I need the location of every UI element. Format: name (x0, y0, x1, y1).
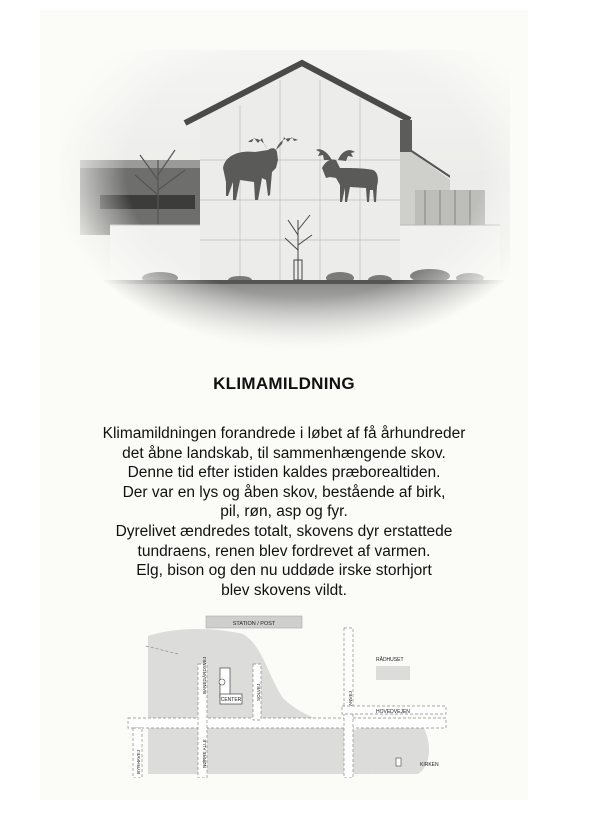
paragraph-line: Denne tid efter istiden kaldes præborealtiden. (127, 464, 441, 482)
station-label: STATION / POST (232, 621, 276, 627)
paragraph-line: blev skovens vildt. (221, 581, 347, 599)
anvej-label: ANVEJ (348, 691, 353, 706)
raadhuset-label: RÅDHUSET (376, 657, 404, 663)
banegaardsvej-label: BANEGÅRDSVEJ (202, 656, 207, 694)
paragraph-line: Elg, bison og den nu uddøde irske storhjort (136, 562, 432, 580)
kirken-label: KIRKEN (420, 762, 439, 768)
paragraph-line: tundraens, renen blev fordrevet af varmen. (137, 542, 431, 560)
paragraph-line: Dyrelivet ændredes totalt, skovens dyr erstattede (115, 522, 453, 540)
church-marker (396, 758, 401, 766)
paragraph-line: Der var en lys og åben skov, bestående af birk, (122, 483, 446, 501)
center-label: CENTER (220, 697, 242, 703)
building-photo (40, 10, 528, 355)
street-map (118, 606, 448, 778)
byrhavej-label: BYRHAVEJ (136, 750, 141, 774)
paragraph-line: pil, røn, asp og fyr. (220, 503, 348, 521)
solvej-label: SOLVEJ (256, 683, 261, 701)
body-paragraph (40, 424, 528, 600)
hovedvejen-label: HOVEDVEJEN (376, 709, 410, 715)
norre-alle-label: NØRRE ALLE (202, 739, 207, 768)
raadhuset-building (376, 666, 410, 680)
paragraph-line: Klimamildningen forandrede i løbet af få århundreder (102, 425, 466, 442)
paragraph-line: det åbne landskab, til sammenhængende skov. (122, 444, 446, 462)
page-title: KLIMAMILDNING (213, 374, 355, 393)
